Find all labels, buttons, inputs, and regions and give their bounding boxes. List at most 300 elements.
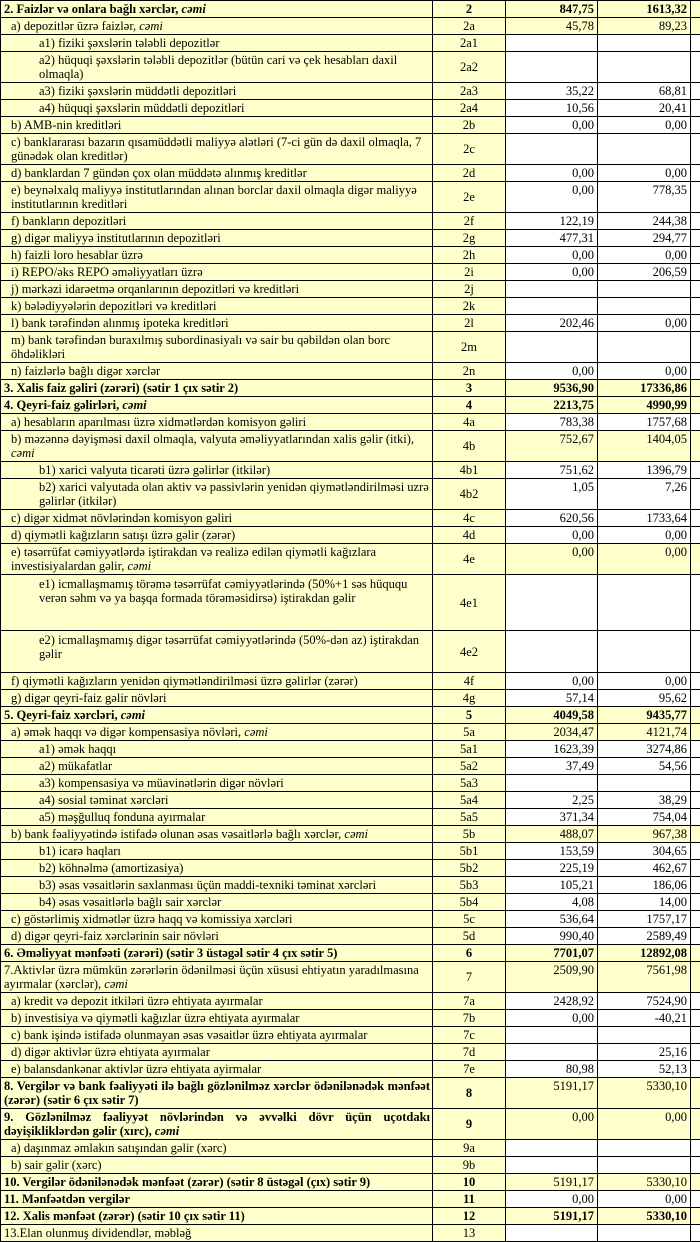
row-value2-cell: 1757,68 xyxy=(598,414,691,431)
row-label-cell: a3) fiziki şəxslərin müddətli depozitləri xyxy=(1,83,433,100)
row-label-cell: h) faizli loro hesablar üzrə xyxy=(1,247,433,264)
row-value1-cell: 990,40 xyxy=(506,928,598,945)
row-code-cell: 4 xyxy=(433,397,506,414)
row-label-cell: a1) əmək haqqı xyxy=(1,741,433,758)
row-value1-cell: 2034,47 xyxy=(506,724,598,741)
row-label-cell: 8. Vergilər və bank fəaliyyəti ilə bağlı gözlənilməz xərclər ödənilənədək mənfəət (zərər) (sətir 6 çıx sətir 7) xyxy=(1,1078,433,1109)
row-value2-cell: 0,00 xyxy=(598,165,691,182)
table-row xyxy=(1,332,700,363)
row-code-cell: 2f xyxy=(433,213,506,230)
row-value1-cell xyxy=(506,134,598,165)
row-label-cell: a) depozitlər üzrə faizlər, cəmi xyxy=(1,18,433,35)
row-edge-filler-cell xyxy=(691,100,700,117)
row-label-cell: a) daşınmaz əmlakın satışından gəlir (xərc) xyxy=(1,1140,433,1157)
row-value1-cell: 0,00 xyxy=(506,182,598,213)
row-value1-cell xyxy=(506,52,598,83)
row-value1-cell xyxy=(506,631,598,673)
row-code-cell: 13 xyxy=(433,1225,506,1242)
table-row xyxy=(1,414,700,431)
table-row xyxy=(1,230,700,247)
row-edge-filler-cell xyxy=(691,527,700,544)
row-edge-filler-cell xyxy=(691,928,700,945)
table-row xyxy=(1,315,700,332)
table-row xyxy=(1,1044,700,1061)
row-value2-cell: 12892,08 xyxy=(598,945,691,962)
row-value2-cell: 0,00 xyxy=(598,1109,691,1140)
row-value2-cell: 0,00 xyxy=(598,315,691,332)
row-label-cell: b) bank fəaliyyətində istifadə olunan əsas vəsaitlərlə bağlı xərclər, cəmi xyxy=(1,826,433,843)
row-value1-cell: 1,05 xyxy=(506,479,598,510)
row-value2-cell xyxy=(598,1225,691,1242)
row-code-cell: 2 xyxy=(433,1,506,18)
row-edge-filler-cell xyxy=(691,1208,700,1225)
row-label-cell: a2) mükafatlar xyxy=(1,758,433,775)
row-code-cell: 2l xyxy=(433,315,506,332)
row-value1-cell: 0,00 xyxy=(506,527,598,544)
row-label-italic-suffix: cəmi xyxy=(139,19,163,33)
table-row xyxy=(1,298,700,315)
row-value2-cell: 20,41 xyxy=(598,100,691,117)
row-label-cell: i) REPO/əks REPO əməliyyatları üzrə xyxy=(1,264,433,281)
row-value1-cell: 0,00 xyxy=(506,673,598,690)
row-value1-cell: 2428,92 xyxy=(506,993,598,1010)
row-label-cell: b3) əsas vəsaitlərin saxlanması üçün maddi-texniki təminat xərcləri xyxy=(1,877,433,894)
row-label-italic-suffix: cəmi xyxy=(11,446,35,460)
table-row xyxy=(1,707,700,724)
row-value1-cell: 5191,17 xyxy=(506,1208,598,1225)
row-edge-filler-cell xyxy=(691,792,700,809)
row-label-cell: a2) hüquqi şəxslərin tələbli depozitlər (bütün cari və çek hesabları daxil olmaqla) xyxy=(1,52,433,83)
row-code-cell: 12 xyxy=(433,1208,506,1225)
table-row xyxy=(1,724,700,741)
row-value1-cell xyxy=(506,35,598,52)
table-row xyxy=(1,1109,700,1140)
row-edge-filler-cell xyxy=(691,1044,700,1061)
row-code-cell: 2d xyxy=(433,165,506,182)
row-value1-cell: 37,49 xyxy=(506,758,598,775)
row-code-cell: 11 xyxy=(433,1191,506,1208)
row-label-cell: f) bankların depozitləri xyxy=(1,213,433,230)
row-code-cell: 5b3 xyxy=(433,877,506,894)
row-label-cell: 7.Aktivlər üzrə mümkün zərərlərin ödənilməsi üçün xüsusi ehtiyatın yaradılmasına ayırmalar (xərclər), cəmi xyxy=(1,962,433,993)
table-row xyxy=(1,690,700,707)
row-code-cell: 9 xyxy=(433,1109,506,1140)
row-label-cell: 4. Qeyri-faiz gəlirləri, cəmi xyxy=(1,397,433,414)
table-row xyxy=(1,431,700,462)
row-edge-filler-cell xyxy=(691,775,700,792)
row-value2-cell: 1404,05 xyxy=(598,431,691,462)
row-value1-cell: 477,31 xyxy=(506,230,598,247)
row-value1-cell: 153,59 xyxy=(506,843,598,860)
row-label-cell: a) kredit və depozit itkiləri üzrə ehtiyata ayırmalar xyxy=(1,993,433,1010)
row-edge-filler-cell xyxy=(691,315,700,332)
table-row xyxy=(1,544,700,575)
row-label-cell: a3) kompensasiya və müavinətlərin digər növləri xyxy=(1,775,433,792)
row-edge-filler-cell xyxy=(691,1,700,18)
row-label-cell: 5. Qeyri-faiz xərcləri, cəmi xyxy=(1,707,433,724)
table-row xyxy=(1,877,700,894)
row-edge-filler-cell xyxy=(691,1109,700,1140)
row-edge-filler-cell xyxy=(691,510,700,527)
row-label-cell: b) investisiya və qiymətli kağızlar üzrə ehtiyata ayırmalar xyxy=(1,1010,433,1027)
row-label-cell: b) sair gəlir (xərc) xyxy=(1,1157,433,1174)
table-row xyxy=(1,83,700,100)
row-edge-filler-cell xyxy=(691,877,700,894)
row-value2-cell: 0,00 xyxy=(598,117,691,134)
row-value2-cell: 462,67 xyxy=(598,860,691,877)
row-value2-cell: 38,29 xyxy=(598,792,691,809)
row-edge-filler-cell xyxy=(691,134,700,165)
row-value2-cell: 1396,79 xyxy=(598,462,691,479)
row-value1-cell xyxy=(506,332,598,363)
row-code-cell: 2a1 xyxy=(433,35,506,52)
row-value1-cell: 0,00 xyxy=(506,117,598,134)
row-code-cell: 5d xyxy=(433,928,506,945)
row-label-cell: c) bank işində istifadə olunmayan əsas vəsaitlər üzrə ehtiyata ayırmalar xyxy=(1,1027,433,1044)
row-edge-filler-cell xyxy=(691,213,700,230)
row-edge-filler-cell xyxy=(691,165,700,182)
row-value2-cell xyxy=(598,281,691,298)
row-label-cell: a) hesabların aparılması üzrə xidmətlərdən komisyon gəliri xyxy=(1,414,433,431)
row-edge-filler-cell xyxy=(691,1010,700,1027)
row-code-cell: 2a2 xyxy=(433,52,506,83)
row-label-cell: b2) köhnəlmə (amortizasiya) xyxy=(1,860,433,877)
row-value2-cell: 54,56 xyxy=(598,758,691,775)
row-value1-cell: 4,08 xyxy=(506,894,598,911)
row-edge-filler-cell xyxy=(691,1061,700,1078)
row-value1-cell: 847,75 xyxy=(506,1,598,18)
table-row xyxy=(1,397,700,414)
row-edge-filler-cell xyxy=(691,860,700,877)
table-row xyxy=(1,945,700,962)
row-edge-filler-cell xyxy=(691,332,700,363)
row-label-italic-suffix: cəmi xyxy=(121,708,145,722)
row-code-cell: 4e1 xyxy=(433,575,506,631)
row-edge-filler-cell xyxy=(691,993,700,1010)
row-label-cell: l) bank tərəfindən alınmış ipoteka kreditləri xyxy=(1,315,433,332)
table-row xyxy=(1,575,700,631)
table-row xyxy=(1,1061,700,1078)
row-value1-cell: 0,00 xyxy=(506,1010,598,1027)
row-value1-cell xyxy=(506,298,598,315)
row-value1-cell: 1623,39 xyxy=(506,741,598,758)
row-value2-cell: 17336,86 xyxy=(598,380,691,397)
table-row xyxy=(1,631,700,673)
row-value2-cell xyxy=(598,298,691,315)
row-code-cell: 7e xyxy=(433,1061,506,1078)
row-label-cell: 10. Vergilər ödənilənədək mənfəət (zərər) (sətir 8 üstəgəl (çıx) sətir 9) xyxy=(1,1174,433,1191)
row-value1-cell: 0,00 xyxy=(506,165,598,182)
table-row xyxy=(1,1027,700,1044)
row-value2-cell: 754,04 xyxy=(598,809,691,826)
row-value1-cell: 5191,17 xyxy=(506,1078,598,1109)
row-label-cell: e) təsərrüfat cəmiyyətlərdə iştirakdan və realizə edilən qiymətli kağızlara investisiyalardan gəlir, cəmi xyxy=(1,544,433,575)
row-value2-cell: 294,77 xyxy=(598,230,691,247)
table-row xyxy=(1,380,700,397)
row-code-cell: 2a4 xyxy=(433,100,506,117)
row-code-cell: 5b1 xyxy=(433,843,506,860)
row-code-cell: 2b xyxy=(433,117,506,134)
table-row xyxy=(1,462,700,479)
row-code-cell: 2i xyxy=(433,264,506,281)
table-row xyxy=(1,165,700,182)
row-value2-cell: 1613,32 xyxy=(598,1,691,18)
row-value1-cell xyxy=(506,1027,598,1044)
row-value1-cell: 752,67 xyxy=(506,431,598,462)
row-edge-filler-cell xyxy=(691,724,700,741)
row-value1-cell: 9536,90 xyxy=(506,380,598,397)
table-row xyxy=(1,1225,700,1242)
table-row xyxy=(1,826,700,843)
row-label-cell: b1) xarici valyuta ticarəti üzrə gəlirlər (itkilər) xyxy=(1,462,433,479)
row-value1-cell: 783,38 xyxy=(506,414,598,431)
row-value2-cell: 5330,10 xyxy=(598,1208,691,1225)
row-code-cell: 5b2 xyxy=(433,860,506,877)
row-label-cell: a4) sosial təminat xərcləri xyxy=(1,792,433,809)
row-value2-cell: 14,00 xyxy=(598,894,691,911)
row-edge-filler-cell xyxy=(691,52,700,83)
row-edge-filler-cell xyxy=(691,631,700,673)
row-code-cell: 2k xyxy=(433,298,506,315)
row-value1-cell: 0,00 xyxy=(506,247,598,264)
row-label-cell: 9. Gözlənilməz fəaliyyət növlərindən və əvvəlki dövr üçün uçotdakı dəyişikliklərdən gəlir (xırc), cəmi xyxy=(1,1109,433,1140)
row-label-cell: a5) məşğulluq fonduna ayırmalar xyxy=(1,809,433,826)
row-edge-filler-cell xyxy=(691,758,700,775)
row-code-cell: 2h xyxy=(433,247,506,264)
row-value2-cell: 4121,74 xyxy=(598,724,691,741)
row-label-cell: a4) hüquqi şəxslərin müddətli depozitləri xyxy=(1,100,433,117)
row-value2-cell: 0,00 xyxy=(598,1191,691,1208)
row-label-cell: d) digər aktivlər üzrə ehtiyata ayırmalar xyxy=(1,1044,433,1061)
row-value1-cell: 122,19 xyxy=(506,213,598,230)
table-row xyxy=(1,100,700,117)
row-edge-filler-cell xyxy=(691,544,700,575)
row-code-cell: 2e xyxy=(433,182,506,213)
table-row xyxy=(1,52,700,83)
row-value2-cell: 304,65 xyxy=(598,843,691,860)
row-value1-cell: 488,07 xyxy=(506,826,598,843)
row-value1-cell: 2213,75 xyxy=(506,397,598,414)
row-value2-cell: 967,38 xyxy=(598,826,691,843)
table-row xyxy=(1,479,700,510)
row-code-cell: 4d xyxy=(433,527,506,544)
row-label-cell: d) qiymətli kağızların satışı üzrə gəlir (zərər) xyxy=(1,527,433,544)
table-row xyxy=(1,213,700,230)
row-code-cell: 2j xyxy=(433,281,506,298)
table-row xyxy=(1,117,700,134)
row-label-italic-suffix: cəmi xyxy=(122,398,146,412)
row-code-cell: 5a3 xyxy=(433,775,506,792)
income-statement-rows xyxy=(1,1,700,1242)
row-code-cell: 4e2 xyxy=(433,631,506,673)
row-label-cell: e) balansdankənar aktivlər üzrə ehtiyata ayirmalar xyxy=(1,1061,433,1078)
row-code-cell: 4b xyxy=(433,431,506,462)
row-edge-filler-cell xyxy=(691,380,700,397)
row-edge-filler-cell xyxy=(691,230,700,247)
row-edge-filler-cell xyxy=(691,117,700,134)
row-value2-cell: 1757,17 xyxy=(598,911,691,928)
table-row xyxy=(1,993,700,1010)
row-value2-cell: 52,13 xyxy=(598,1061,691,1078)
table-row xyxy=(1,928,700,945)
row-value2-cell xyxy=(598,775,691,792)
row-label-cell: f) qiymətli kağızların yenidən qiymətləndirilməsi üzrə gəlirlər (zərər) xyxy=(1,673,433,690)
table-row xyxy=(1,673,700,690)
row-value2-cell: 89,23 xyxy=(598,18,691,35)
row-code-cell: 2m xyxy=(433,332,506,363)
table-row xyxy=(1,1140,700,1157)
row-edge-filler-cell xyxy=(691,1027,700,1044)
table-row xyxy=(1,1174,700,1191)
row-label-cell: e1) icmallaşmamış törəmə təsərrüfat cəmiyyətlərində (50%+1 səs hüququ verən səhm və ya başqa formada törəməsidirsə) iştirakdan gəlir xyxy=(1,575,433,631)
table-row xyxy=(1,35,700,52)
row-value2-cell: 2589,49 xyxy=(598,928,691,945)
row-value1-cell: 35,22 xyxy=(506,83,598,100)
table-row xyxy=(1,527,700,544)
table-row xyxy=(1,1208,700,1225)
row-code-cell: 5a5 xyxy=(433,809,506,826)
table-row xyxy=(1,860,700,877)
row-code-cell: 5b xyxy=(433,826,506,843)
row-edge-filler-cell xyxy=(691,462,700,479)
table-row xyxy=(1,843,700,860)
row-label-italic-suffix: cəmi xyxy=(344,827,368,841)
row-label-cell: d) digər qeyri-faiz xərclərinin sair növləri xyxy=(1,928,433,945)
row-edge-filler-cell xyxy=(691,962,700,993)
table-row xyxy=(1,775,700,792)
row-label-cell: k) bələdiyyələrin depozitləri və kreditləri xyxy=(1,298,433,315)
row-label-cell: a1) fiziki şəxslərin tələbli depozitlər xyxy=(1,35,433,52)
row-value2-cell: 778,35 xyxy=(598,182,691,213)
row-value2-cell xyxy=(598,52,691,83)
row-value2-cell: 68,81 xyxy=(598,83,691,100)
row-label-italic-suffix: cəmi xyxy=(104,977,128,991)
row-value2-cell: 0,00 xyxy=(598,363,691,380)
row-value2-cell xyxy=(598,1140,691,1157)
row-value2-cell: 0,00 xyxy=(598,527,691,544)
row-label-cell: g) digər qeyri-faiz gəlir növləri xyxy=(1,690,433,707)
row-code-cell: 7b xyxy=(433,1010,506,1027)
row-value1-cell: 751,62 xyxy=(506,462,598,479)
row-value2-cell: 7,26 xyxy=(598,479,691,510)
table-row xyxy=(1,809,700,826)
row-code-cell: 9b xyxy=(433,1157,506,1174)
row-value1-cell: 7701,07 xyxy=(506,945,598,962)
row-edge-filler-cell xyxy=(691,35,700,52)
row-label-italic-suffix: cəmi xyxy=(127,559,151,573)
row-edge-filler-cell xyxy=(691,247,700,264)
row-value1-cell: 80,98 xyxy=(506,1061,598,1078)
row-edge-filler-cell xyxy=(691,414,700,431)
table-row xyxy=(1,741,700,758)
row-label-cell: g) digər maliyyə institutlarının depozitləri xyxy=(1,230,433,247)
table-row xyxy=(1,894,700,911)
row-label-cell: c) banklararası bazarın qısamüddətli maliyyə alətləri (7-ci gün də daxil olmaqla, 7 günədək olan kreditlər) xyxy=(1,134,433,165)
row-value2-cell: 5330,10 xyxy=(598,1174,691,1191)
row-value2-cell: 0,00 xyxy=(598,247,691,264)
row-value1-cell: 2509,90 xyxy=(506,962,598,993)
row-label-cell: b4) əsas vəsaitlərlə bağlı sair xərclər xyxy=(1,894,433,911)
table-row xyxy=(1,1,700,18)
row-value1-cell: 45,78 xyxy=(506,18,598,35)
row-value2-cell: 186,06 xyxy=(598,877,691,894)
row-edge-filler-cell xyxy=(691,707,700,724)
row-label-cell: 6. Əməliyyat mənfəəti (zərəri) (sətir 3 üstəgəl sətir 4 çıx sətir 5) xyxy=(1,945,433,962)
row-label-cell: e) beynəlxalq maliyyə institutlarından alınan borclar daxil olmaqla digər maliyyə institutlarının kreditləri xyxy=(1,182,433,213)
row-value2-cell: 95,62 xyxy=(598,690,691,707)
row-label-cell: 3. Xalis faiz gəliri (zərəri) (sətir 1 çıx sətir 2) xyxy=(1,380,433,397)
table-row xyxy=(1,18,700,35)
row-edge-filler-cell xyxy=(691,397,700,414)
table-row xyxy=(1,911,700,928)
row-edge-filler-cell xyxy=(691,264,700,281)
row-value1-cell: 620,56 xyxy=(506,510,598,527)
row-label-cell: d) banklardan 7 gündən çox olan müddətə alınmış kreditlər xyxy=(1,165,433,182)
row-label-italic-suffix: cəmi xyxy=(244,725,268,739)
row-value2-cell: -40,21 xyxy=(598,1010,691,1027)
row-value2-cell xyxy=(598,1027,691,1044)
row-edge-filler-cell xyxy=(691,431,700,462)
row-value1-cell: 2,25 xyxy=(506,792,598,809)
table-row xyxy=(1,962,700,993)
row-value2-cell xyxy=(598,134,691,165)
row-edge-filler-cell xyxy=(691,673,700,690)
row-value1-cell xyxy=(506,1044,598,1061)
row-value2-cell xyxy=(598,575,691,631)
table-row xyxy=(1,134,700,165)
row-code-cell: 6 xyxy=(433,945,506,962)
row-edge-filler-cell xyxy=(691,281,700,298)
row-code-cell: 7c xyxy=(433,1027,506,1044)
row-code-cell: 4a xyxy=(433,414,506,431)
row-value1-cell: 202,46 xyxy=(506,315,598,332)
table-row xyxy=(1,1191,700,1208)
row-value1-cell xyxy=(506,1225,598,1242)
row-label-italic-suffix: cəmi xyxy=(182,2,206,16)
row-label-cell: a) əmək haqqı və digər kompensasiya növləri, cəmi xyxy=(1,724,433,741)
row-edge-filler-cell xyxy=(691,1140,700,1157)
row-edge-filler-cell xyxy=(691,741,700,758)
table-row xyxy=(1,1078,700,1109)
row-label-cell: b2) xarici valyutada olan aktiv və passivlərin yenidən qiymətləndirilməsi uzrə gəlirlər (itkilər) xyxy=(1,479,433,510)
row-code-cell: 2n xyxy=(433,363,506,380)
row-value2-cell: 0,00 xyxy=(598,544,691,575)
row-value1-cell xyxy=(506,775,598,792)
row-value2-cell xyxy=(598,631,691,673)
row-code-cell: 5a2 xyxy=(433,758,506,775)
row-edge-filler-cell xyxy=(691,182,700,213)
row-value2-cell: 0,00 xyxy=(598,673,691,690)
row-label-italic-suffix: cəmi xyxy=(155,1124,179,1138)
row-label-cell: 13.Elan olunmuş dividendlər, məbləğ xyxy=(1,1225,433,1242)
row-value2-cell xyxy=(598,35,691,52)
table-row xyxy=(1,281,700,298)
row-edge-filler-cell xyxy=(691,690,700,707)
row-value1-cell xyxy=(506,575,598,631)
row-value1-cell: 371,34 xyxy=(506,809,598,826)
row-code-cell: 7d xyxy=(433,1044,506,1061)
row-label-cell: 12. Xalis mənfəət (zərər) (sətir 10 çıx sətir 11) xyxy=(1,1208,433,1225)
row-edge-filler-cell xyxy=(691,911,700,928)
row-edge-filler-cell xyxy=(691,843,700,860)
row-label-cell: b) məzənnə dəyişməsi daxil olmaqla, valyuta əməliyyatlarından xalis gəlir (itki), cəmi xyxy=(1,431,433,462)
row-edge-filler-cell xyxy=(691,809,700,826)
row-code-cell: 4g xyxy=(433,690,506,707)
row-edge-filler-cell xyxy=(691,1225,700,1242)
row-edge-filler-cell xyxy=(691,1191,700,1208)
table-row xyxy=(1,264,700,281)
row-label-cell: n) faizlərlə bağlı digər xərclər xyxy=(1,363,433,380)
